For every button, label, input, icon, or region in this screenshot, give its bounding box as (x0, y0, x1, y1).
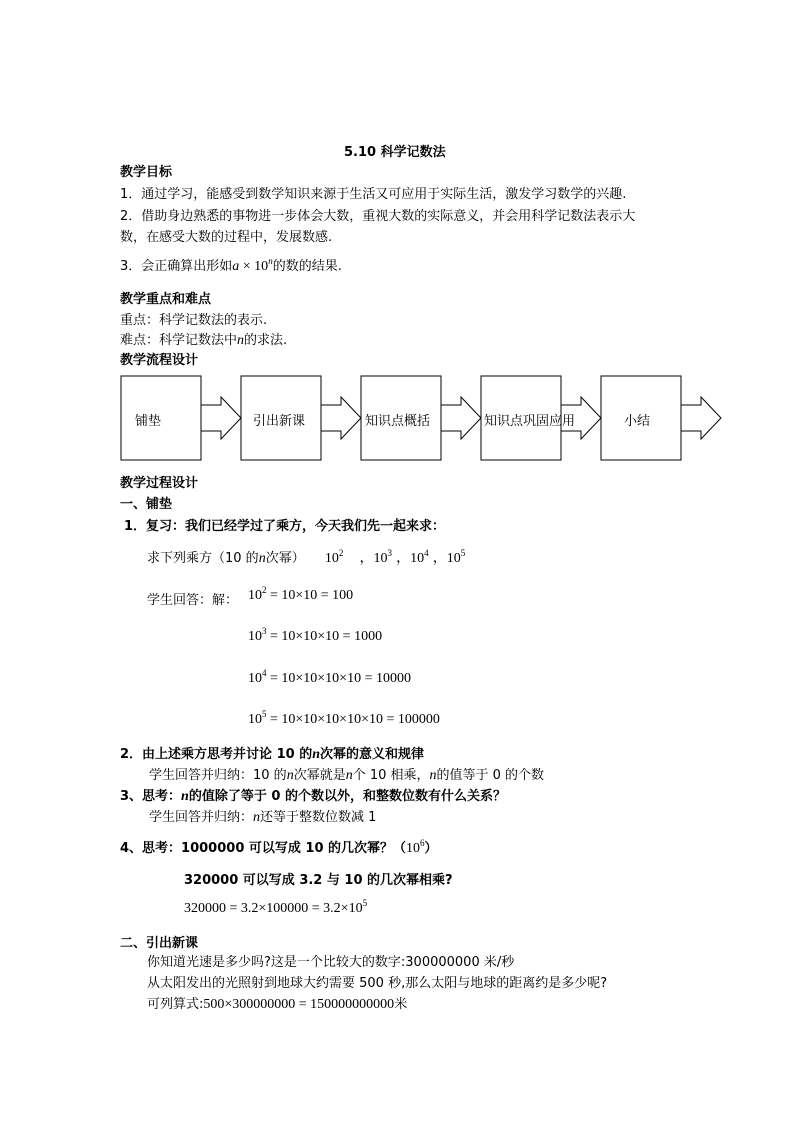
goal-3-prefix: 3．会正确算出形如 (120, 259, 233, 274)
flow-step-1: 铺垫 (135, 414, 162, 429)
flow-arrow-1 (201, 397, 241, 439)
student-answer-label: 学生回答：解： (147, 593, 239, 608)
question-4-equation: $320000 = 3.2\times 100000 = 3.2\times 10^5$ (184, 898, 368, 916)
question-3: 3、思考：n的值除了等于 0 的个数以外，和整数位数有什么关系？ (120, 789, 506, 804)
flow-arrow-2 (321, 397, 361, 439)
goal-2-line-2: 数，在感受大数的过程中，发展数感. (120, 230, 333, 245)
document-title: 5.10 科学记数法 (344, 145, 446, 160)
question-2: 2．由上述乘方思考并讨论 10 的n次幂的意义和规律 (120, 747, 425, 762)
subsection-1-heading: 一、铺垫 (120, 497, 173, 512)
equation-1: $10^2 = 10\times 10 = 100$ (248, 585, 354, 603)
difficult-point: 难点：科学记数法中n的求法. (120, 333, 288, 348)
section-heading-process: 教学过程设计 (120, 476, 199, 491)
flow-step-3: 知识点概括 (365, 414, 431, 429)
new-lesson-line-2: 从太阳发出的光照射到地球大约需要 500 秒,那么太阳与地球的距离约是多少呢? (147, 976, 608, 991)
subsection-2-heading: 二、引出新课 (120, 936, 199, 951)
equation-2: $10^3 = 10\times 10\times 10 = 1000$ (248, 626, 383, 644)
new-lesson-line-1: 你知道光速是多少吗?这是一个比较大的数字:300000000 米/秒 (147, 955, 515, 970)
section-heading-flow: 教学流程设计 (120, 353, 199, 368)
section-heading-goals: 教学目标 (120, 165, 173, 180)
equation-3: $10^4 = 10\times 10\times 10\times 10 = 10000$ (248, 668, 411, 686)
flow-diagram (0, 0, 794, 480)
powers-line: 求下列乘方（10 的n次幂） $10^2$ ，$10^3$ ，$10^4$ ，$10^5$ (147, 548, 466, 566)
goal-2-line-1: 2．借助身边熟悉的事物进一步体会大数，重视大数的实际意义，并会用科学记数法表示大 (120, 209, 636, 224)
goal-3-suffix: 的数的结果. (272, 259, 342, 274)
goal-1: 1．通过学习，能感受到数学知识来源于生活又可应用于实际生活，激发学习数学的兴趣. (120, 187, 627, 202)
question-1: 1．复习：我们已经学过了乘方，今天我们先一起来求： (124, 519, 446, 534)
flow-step-4: 知识点巩固应用 (484, 414, 576, 429)
question-4b: 320000 可以写成 3.2 与 10 的几次幂相乘? (184, 873, 453, 888)
flow-arrow-5 (681, 397, 721, 439)
new-lesson-line-3: 可列算式:500×300000000 = 150000000000米 (147, 997, 408, 1012)
equation-4: $10^5 = 10\times 10\times 10\times 10\times 10 = 100000$ (248, 709, 440, 727)
flow-step-5: 小结 (624, 414, 651, 429)
goal-3-formula: $a \times 10^n$ (232, 256, 273, 274)
question-2-answer: 学生回答并归纳：10 的n次幂就是n个 10 相乘，n的值等于 0 的个数 (149, 768, 545, 783)
section-heading-key-points: 教学重点和难点 (120, 292, 212, 307)
key-point: 重点：科学记数法的表示. (120, 313, 268, 328)
flow-step-2: 引出新课 (253, 414, 306, 429)
question-4: 4、思考：1000000 可以写成 10 的几次幂？$(10^6)$ (120, 838, 438, 856)
question-3-answer: 学生回答并归纳：n还等于整数位数减 1 (149, 810, 377, 825)
flow-arrow-3 (441, 397, 481, 439)
